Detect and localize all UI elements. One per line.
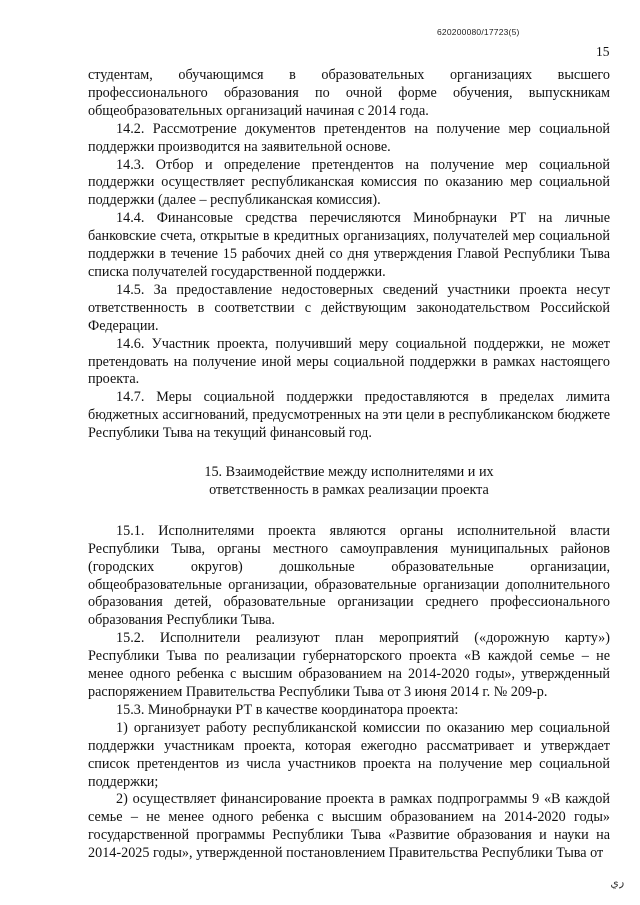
document-body <box>88 67 610 863</box>
section-heading-line-2: ответственность в рамках реализации проекта <box>209 481 489 498</box>
list-item-2: 2) осуществляет финансирование проекта в рамках подпрограммы 9 «В каждой семье – не менее одного ребенка с высшим образованием на 2014-2020 годы» государственной программы Республики Тыва «Развитие образования и науки на 2014-2025 годы», утвержденной постановлением Правительства Республики Тыва от <box>88 791 610 862</box>
paragraph-14-2: 14.2. Рассмотрение документов претендентов на получение мер социальной поддержки производится на заявительной основе. <box>88 120 610 155</box>
paragraph-14-3: 14.3. Отбор и определение претендентов на получение мер социальной поддержки осуществляет республиканская комиссия по оказанию мер социальной поддержки (далее – республиканская комиссия). <box>88 156 610 209</box>
document-code: 620200080/17723(5) <box>437 27 520 37</box>
scan-mark: ري <box>609 876 625 890</box>
section-heading-line-1: 15. Взаимодействие между исполнителями и их <box>204 464 494 481</box>
paragraph-continuation: студентам, обучающимся в образовательных организациях высшего профессионального образования по очной форме обучения, выпускникам общеобразовательных организаций начиная с 2014 года. <box>88 67 610 119</box>
paragraph-15-2: 15.2. Исполнители реализуют план мероприятий («дорожную карту») Республики Тыва по реализации губернаторского проекта «В каждой семье – не менее одного ребенка с высшим образованием на 2014-2020 годы», утвержденный распоряжением Правительства Республики Тыва от 3 июня 2014 г. № 209-р. <box>88 630 610 700</box>
paragraph-14-7: 14.7. Меры социальной поддержки предоставляются в пределах лимита бюджетных ассигнований, предусмотренных на эти цели в республиканском бюджете Республики Тыва на текущий финансовый год. <box>88 389 610 442</box>
section-heading <box>88 464 610 500</box>
paragraph-15-3: 15.3. Минобрнауки РТ в качестве координатора проекта: <box>116 701 459 718</box>
paragraph-14-4: 14.4. Финансовые средства перечисляются Минобрнауки РТ на личные банковские счета, открытые в кредитных организациях, получателей мер социальной поддержки в течение 15 рабочих дней со дня утверждения Главой Республики Тыва списка получателей государственной поддержки. <box>88 210 610 280</box>
page-number: 15 <box>596 44 610 59</box>
paragraph-14-6: 14.6. Участник проекта, получивший меру социальной поддержки, не может претендовать на получение иной меры социальной поддержки в рамках настоящего проекта. <box>88 335 610 388</box>
paragraph-15-1: 15.1. Исполнителями проекта являются органы исполнительной власти Республики Тыва, органы местного самоуправления муниципальных районов (городских округов) дошкольные образовательные организации, общеобразовательные организации, образовательные организации дополнительного образования детей, образовательные организации среднего профессионального образования Республики Тыва. <box>88 522 610 629</box>
paragraph-14-5: 14.5. За предоставление недостоверных сведений участники проекта несут ответственность в соответствии с действующим законодательством Российской Федерации. <box>88 281 610 334</box>
list-item-1: 1) организует работу республиканской комиссии по оказанию мер социальной поддержки участникам проекта, которая ежегодно рассматривает и утверждает список претендентов из числа участников проекта на получение мер социальной поддержки; <box>88 719 610 790</box>
